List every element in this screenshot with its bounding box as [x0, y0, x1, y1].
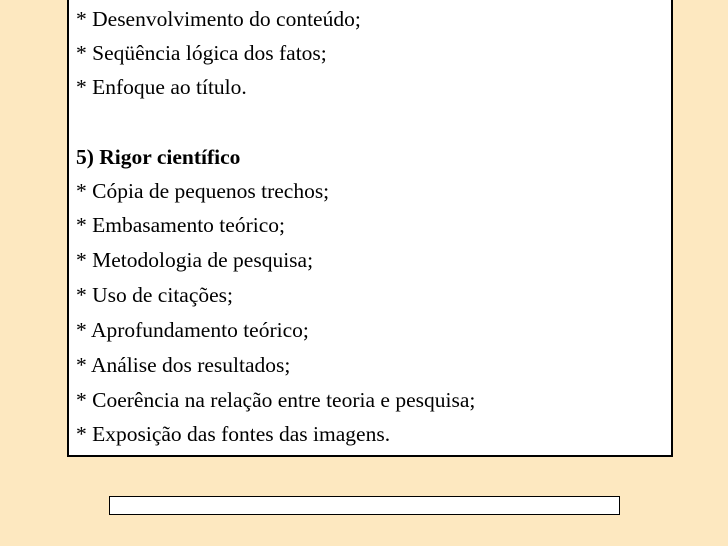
text-line-citacoes: * Uso de citações;: [76, 283, 234, 307]
text-line-exposicao: * Exposição das fontes das imagens.: [76, 422, 391, 446]
text-line-embasamento: * Embasamento teórico;: [76, 213, 285, 237]
text-line-aprofundamento: * Aprofundamento teórico;: [76, 318, 309, 342]
section-heading: 5) Rigor científico: [76, 145, 241, 169]
text-line-enfoque: * Enfoque ao título.: [76, 75, 247, 99]
footer-box: [109, 496, 620, 515]
content-box: [67, 0, 673, 457]
text-line-metodologia: * Metodologia de pesquisa;: [76, 248, 314, 272]
text-line-analise: * Análise dos resultados;: [76, 353, 291, 377]
text-line-sequencia: * Seqüência lógica dos fatos;: [76, 41, 327, 65]
text-line-coerencia: * Coerência na relação entre teoria e pesquisa;: [76, 388, 476, 412]
text-line-desenvolvimento: * Desenvolvimento do conteúdo;: [76, 7, 361, 31]
text-line-copia: * Cópia de pequenos trechos;: [76, 179, 330, 203]
